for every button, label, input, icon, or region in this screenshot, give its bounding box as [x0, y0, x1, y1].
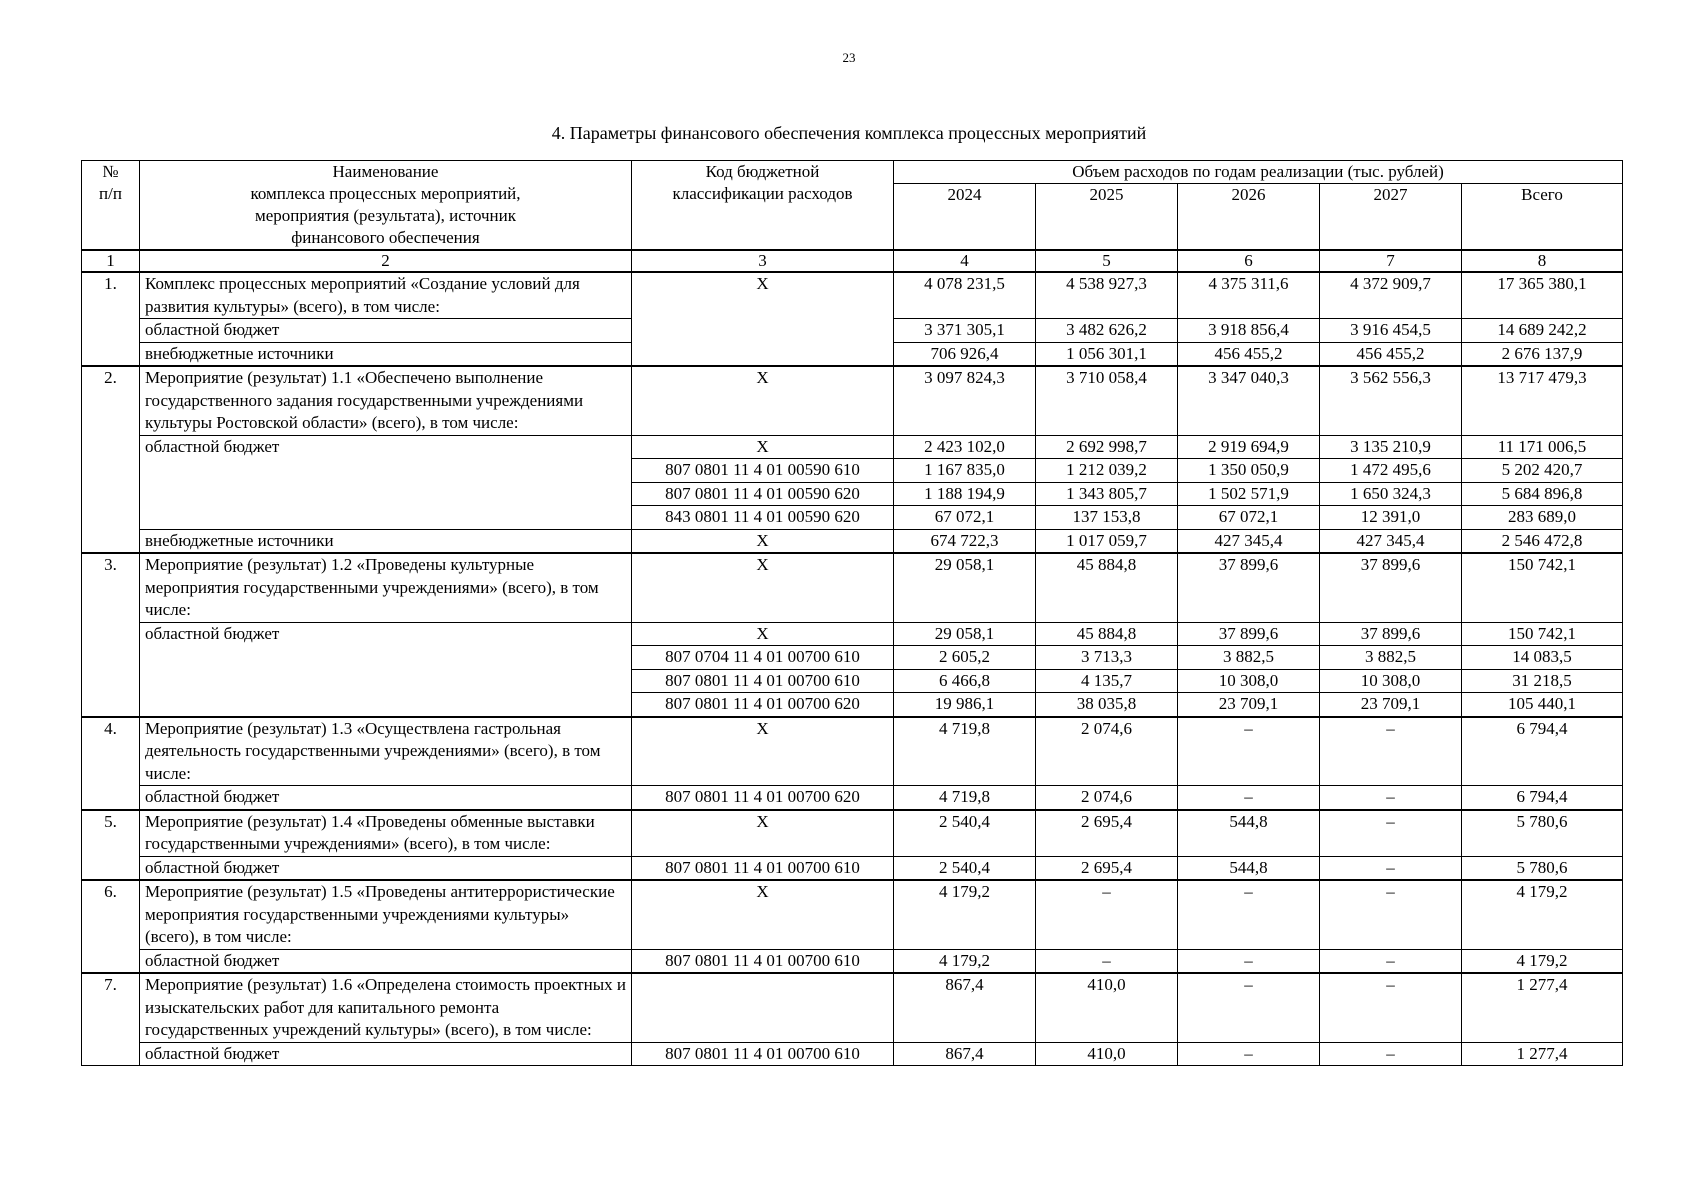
value-total: 1 277,4 — [1462, 1042, 1623, 1066]
value-2026: 544,8 — [1178, 810, 1320, 857]
value-2026: – — [1178, 973, 1320, 1042]
value-2027: 3 916 454,5 — [1320, 319, 1462, 343]
table-row — [82, 880, 1623, 949]
row-name: Мероприятие (результат) 1.1 «Обеспечено выполнение государственного задания государственными учреждениями культуры Ростовской области» (всего), в том числе: — [140, 366, 632, 435]
budget-code: Х — [632, 366, 894, 435]
table-row — [82, 529, 1623, 553]
budget-code: Х — [632, 529, 894, 553]
budget-code: Х — [632, 810, 894, 857]
value-total: 13 717 479,3 — [1462, 366, 1623, 435]
value-2027: 3 562 556,3 — [1320, 366, 1462, 435]
value-2027: 4 372 909,7 — [1320, 272, 1462, 319]
value-2027: 12 391,0 — [1320, 506, 1462, 530]
header-budget-code: Код бюджетной классификации расходов — [632, 161, 894, 251]
value-2024: 67 072,1 — [894, 506, 1036, 530]
value-2024: 4 719,8 — [894, 786, 1036, 810]
value-2027: 23 709,1 — [1320, 693, 1462, 717]
budget-code: Х — [632, 272, 894, 366]
value-2025: 410,0 — [1036, 1042, 1178, 1066]
table-row — [82, 622, 1623, 646]
row-number: 3. — [82, 553, 140, 717]
column-index: 2 — [140, 250, 632, 272]
row-number: 2. — [82, 366, 140, 553]
value-2026: 427 345,4 — [1178, 529, 1320, 553]
value-2024: 19 986,1 — [894, 693, 1036, 717]
value-2024: 4 719,8 — [894, 717, 1036, 786]
value-2025: 3 482 626,2 — [1036, 319, 1178, 343]
value-2027: 427 345,4 — [1320, 529, 1462, 553]
value-2026: 1 350 050,9 — [1178, 459, 1320, 483]
value-total: 5 780,6 — [1462, 810, 1623, 857]
value-2027: 37 899,6 — [1320, 553, 1462, 622]
table-row — [82, 810, 1623, 857]
value-2024: 2 540,4 — [894, 810, 1036, 857]
value-2025: 4 135,7 — [1036, 669, 1178, 693]
value-total: 150 742,1 — [1462, 553, 1623, 622]
value-2026: 37 899,6 — [1178, 622, 1320, 646]
value-total: 5 684 896,8 — [1462, 482, 1623, 506]
value-2026: 10 308,0 — [1178, 669, 1320, 693]
table-row — [82, 856, 1623, 880]
table-row — [82, 973, 1623, 1042]
value-2025: 45 884,8 — [1036, 622, 1178, 646]
header-name: Наименование комплекса процессных мероприятий, мероприятия (результата), источник финансового обеспечения — [140, 161, 632, 251]
value-2024: 3 097 824,3 — [894, 366, 1036, 435]
value-2026: 3 347 040,3 — [1178, 366, 1320, 435]
budget-code: 807 0801 11 4 01 00700 610 — [632, 669, 894, 693]
table-row — [82, 949, 1623, 973]
value-2026: 23 709,1 — [1178, 693, 1320, 717]
value-2024: 867,4 — [894, 973, 1036, 1042]
value-2025: 137 153,8 — [1036, 506, 1178, 530]
value-total: 31 218,5 — [1462, 669, 1623, 693]
value-2024: 1 188 194,9 — [894, 482, 1036, 506]
value-2027: 1 650 324,3 — [1320, 482, 1462, 506]
value-2027: – — [1320, 880, 1462, 949]
header-year-2024: 2024 — [894, 184, 1036, 250]
value-2024: 2 605,2 — [894, 646, 1036, 670]
value-2026: – — [1178, 786, 1320, 810]
value-2025: 2 074,6 — [1036, 786, 1178, 810]
value-2025: 2 695,4 — [1036, 810, 1178, 857]
budget-code: Х — [632, 880, 894, 949]
value-total: 150 742,1 — [1462, 622, 1623, 646]
column-index: 7 — [1320, 250, 1462, 272]
value-2026: 3 882,5 — [1178, 646, 1320, 670]
value-2027: – — [1320, 717, 1462, 786]
column-index: 3 — [632, 250, 894, 272]
table-row — [82, 1042, 1623, 1066]
header-total: Всего — [1462, 184, 1623, 250]
value-2025: 2 074,6 — [1036, 717, 1178, 786]
value-2025: 410,0 — [1036, 973, 1178, 1042]
value-total: 14 083,5 — [1462, 646, 1623, 670]
value-2024: 29 058,1 — [894, 553, 1036, 622]
value-2027: 10 308,0 — [1320, 669, 1462, 693]
table-row — [82, 366, 1623, 435]
value-2027: 3 882,5 — [1320, 646, 1462, 670]
row-name: внебюджетные источники — [140, 342, 632, 366]
value-total: 2 546 472,8 — [1462, 529, 1623, 553]
value-2026: 67 072,1 — [1178, 506, 1320, 530]
budget-code: 807 0801 11 4 01 00700 610 — [632, 1042, 894, 1066]
row-number: 6. — [82, 880, 140, 973]
value-2024: 4 179,2 — [894, 949, 1036, 973]
value-total: 6 794,4 — [1462, 786, 1623, 810]
value-total: 6 794,4 — [1462, 717, 1623, 786]
header-year-2025: 2025 — [1036, 184, 1178, 250]
value-2025: 1 212 039,2 — [1036, 459, 1178, 483]
value-2025: 4 538 927,3 — [1036, 272, 1178, 319]
budget-code: Х — [632, 553, 894, 622]
row-name: Мероприятие (результат) 1.3 «Осуществлена гастрольная деятельность государственными учреждениями» (всего), в том числе: — [140, 717, 632, 786]
budget-code: 843 0801 11 4 01 00590 620 — [632, 506, 894, 530]
value-2025: 1 343 805,7 — [1036, 482, 1178, 506]
row-number: 5. — [82, 810, 140, 881]
value-2026: – — [1178, 1042, 1320, 1066]
value-total: 14 689 242,2 — [1462, 319, 1623, 343]
value-total: 5 780,6 — [1462, 856, 1623, 880]
value-2024: 3 371 305,1 — [894, 319, 1036, 343]
row-name: областной бюджет — [140, 856, 632, 880]
header-expense-volume: Объем расходов по годам реализации (тыс. рублей) — [894, 161, 1623, 184]
value-2026: – — [1178, 949, 1320, 973]
value-2025: 2 695,4 — [1036, 856, 1178, 880]
value-total: 5 202 420,7 — [1462, 459, 1623, 483]
table-row — [82, 717, 1623, 786]
table-row — [82, 435, 1623, 459]
row-number: 7. — [82, 973, 140, 1066]
row-name: областной бюджет — [140, 319, 632, 343]
value-2025: 1 056 301,1 — [1036, 342, 1178, 366]
budget-code: 807 0801 11 4 01 00700 610 — [632, 949, 894, 973]
header-year-2026: 2026 — [1178, 184, 1320, 250]
column-index: 8 — [1462, 250, 1623, 272]
value-2027: – — [1320, 856, 1462, 880]
value-2027: 37 899,6 — [1320, 622, 1462, 646]
value-2027: 1 472 495,6 — [1320, 459, 1462, 483]
value-2025: 45 884,8 — [1036, 553, 1178, 622]
value-2026: 3 918 856,4 — [1178, 319, 1320, 343]
row-name: Мероприятие (результат) 1.5 «Проведены антитеррористические мероприятия государственными учреждениями культуры» (всего), в том числе: — [140, 880, 632, 949]
value-2024: 706 926,4 — [894, 342, 1036, 366]
budget-code: Х — [632, 435, 894, 459]
table-title: 4. Параметры финансового обеспечения комплекса процессных мероприятий — [551, 123, 1147, 143]
value-total: 11 171 006,5 — [1462, 435, 1623, 459]
value-2024: 674 722,3 — [894, 529, 1036, 553]
value-2025: 1 017 059,7 — [1036, 529, 1178, 553]
budget-code: 807 0801 11 4 01 00700 620 — [632, 786, 894, 810]
row-name: Мероприятие (результат) 1.4 «Проведены обменные выставки государственными учреждениями» (всего), в том числе: — [140, 810, 632, 857]
table-row — [82, 553, 1623, 622]
value-total: 283 689,0 — [1462, 506, 1623, 530]
value-total: 17 365 380,1 — [1462, 272, 1623, 319]
value-2024: 6 466,8 — [894, 669, 1036, 693]
value-2026: – — [1178, 880, 1320, 949]
value-2026: 2 919 694,9 — [1178, 435, 1320, 459]
row-name: областной бюджет — [140, 435, 632, 529]
value-2026: 456 455,2 — [1178, 342, 1320, 366]
value-2024: 29 058,1 — [894, 622, 1036, 646]
value-2024: 4 179,2 — [894, 880, 1036, 949]
row-name: областной бюджет — [140, 949, 632, 973]
value-2026: – — [1178, 717, 1320, 786]
page-number: 23 — [842, 50, 856, 65]
value-2026: 1 502 571,9 — [1178, 482, 1320, 506]
header-year-2027: 2027 — [1320, 184, 1462, 250]
value-total: 105 440,1 — [1462, 693, 1623, 717]
table-row — [82, 786, 1623, 810]
row-name: внебюджетные источники — [140, 529, 632, 553]
value-2027: 3 135 210,9 — [1320, 435, 1462, 459]
value-total: 4 179,2 — [1462, 880, 1623, 949]
budget-code: Х — [632, 622, 894, 646]
value-2025: – — [1036, 949, 1178, 973]
value-2025: 3 713,3 — [1036, 646, 1178, 670]
budget-code: Х — [632, 717, 894, 786]
column-index: 5 — [1036, 250, 1178, 272]
budget-code: 807 0801 11 4 01 00700 610 — [632, 856, 894, 880]
value-2026: 4 375 311,6 — [1178, 272, 1320, 319]
column-index: 4 — [894, 250, 1036, 272]
value-total: 1 277,4 — [1462, 973, 1623, 1042]
value-2027: – — [1320, 786, 1462, 810]
column-index: 6 — [1178, 250, 1320, 272]
row-name: Мероприятие (результат) 1.6 «Определена стоимость проектных и изыскательских работ для капитального ремонта государственных учреждений культуры» (всего), в том числе: — [140, 973, 632, 1042]
column-index-row — [82, 250, 1623, 272]
budget-code: 807 0704 11 4 01 00700 610 — [632, 646, 894, 670]
budget-code — [632, 973, 894, 1042]
row-name: областной бюджет — [140, 1042, 632, 1066]
row-number: 1. — [82, 272, 140, 366]
value-2025: 3 710 058,4 — [1036, 366, 1178, 435]
budget-code: 807 0801 11 4 01 00590 610 — [632, 459, 894, 483]
budget-code: 807 0801 11 4 01 00590 620 — [632, 482, 894, 506]
value-2024: 2 540,4 — [894, 856, 1036, 880]
value-2026: 544,8 — [1178, 856, 1320, 880]
value-2024: 4 078 231,5 — [894, 272, 1036, 319]
row-number: 4. — [82, 717, 140, 810]
value-2026: 37 899,6 — [1178, 553, 1320, 622]
value-2025: – — [1036, 880, 1178, 949]
row-name: Комплекс процессных мероприятий «Создание условий для развития культуры» (всего), в том числе: — [140, 272, 632, 319]
value-2024: 1 167 835,0 — [894, 459, 1036, 483]
value-2024: 2 423 102,0 — [894, 435, 1036, 459]
financing-table — [81, 160, 1623, 1066]
row-name: областной бюджет — [140, 622, 632, 717]
value-2027: – — [1320, 810, 1462, 857]
header-number: № п/п — [82, 161, 140, 251]
value-2027: – — [1320, 1042, 1462, 1066]
value-2027: – — [1320, 949, 1462, 973]
column-index: 1 — [82, 250, 140, 272]
value-2025: 38 035,8 — [1036, 693, 1178, 717]
value-total: 2 676 137,9 — [1462, 342, 1623, 366]
row-name: Мероприятие (результат) 1.2 «Проведены культурные мероприятия государственными учреждениями» (всего), в том числе: — [140, 553, 632, 622]
value-2024: 867,4 — [894, 1042, 1036, 1066]
value-total: 4 179,2 — [1462, 949, 1623, 973]
table-row — [82, 272, 1623, 319]
budget-code: 807 0801 11 4 01 00700 620 — [632, 693, 894, 717]
value-2027: 456 455,2 — [1320, 342, 1462, 366]
value-2025: 2 692 998,7 — [1036, 435, 1178, 459]
value-2027: – — [1320, 973, 1462, 1042]
row-name: областной бюджет — [140, 786, 632, 810]
